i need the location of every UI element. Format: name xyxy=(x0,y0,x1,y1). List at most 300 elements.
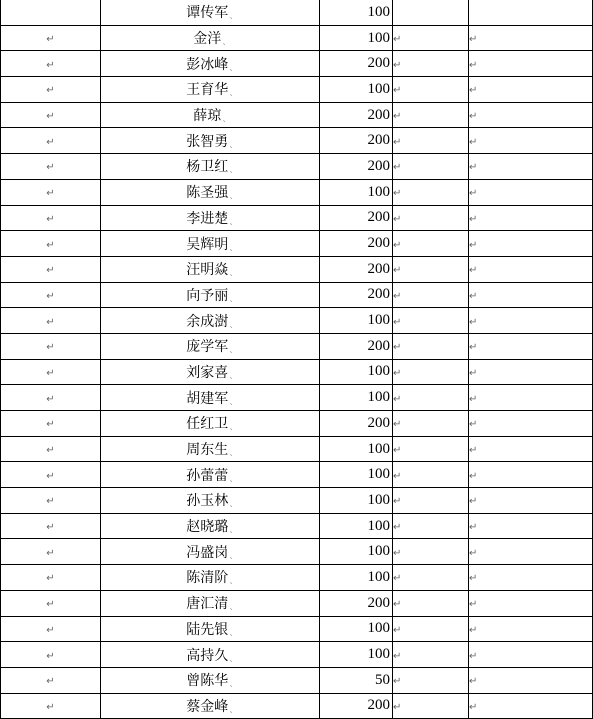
amount-value: 100 xyxy=(367,620,390,637)
amount-cell xyxy=(320,385,393,411)
paragraph-mark-icon: ↵ xyxy=(469,599,478,611)
empty-cell xyxy=(393,102,469,128)
amount-value: 100 xyxy=(367,568,390,585)
table-row xyxy=(1,436,593,462)
amount-cell xyxy=(320,539,393,565)
paragraph-mark-icon: ↵ xyxy=(469,547,478,559)
index-cell xyxy=(1,616,101,642)
amount-cell xyxy=(320,25,393,51)
amount-value: 100 xyxy=(367,389,390,406)
person-name: 赵晓璐 xyxy=(186,519,229,536)
empty-cell xyxy=(469,231,593,257)
name-cell xyxy=(101,256,320,282)
index-cell xyxy=(1,436,101,462)
paragraph-mark-icon: ↵ xyxy=(393,522,402,534)
name-cell xyxy=(101,51,320,77)
table-row xyxy=(1,333,593,359)
paragraph-mark-icon: ↵ xyxy=(469,342,478,354)
paragraph-mark-icon: ↵ xyxy=(393,188,402,200)
cell-end-mark-icon: ˎ xyxy=(229,678,234,689)
paragraph-mark-icon: ↵ xyxy=(393,34,402,46)
paragraph-mark-icon: ↵ xyxy=(393,419,402,431)
cell-end-mark-icon: ˎ xyxy=(222,113,227,124)
empty-cell xyxy=(469,256,593,282)
empty-cell xyxy=(393,565,469,591)
empty-cell xyxy=(393,667,469,693)
empty-cell xyxy=(469,616,593,642)
person-name: 向予丽 xyxy=(186,287,229,304)
person-name: 汪明焱 xyxy=(186,262,229,279)
paragraph-mark-icon: ↵ xyxy=(393,59,402,71)
cell-end-mark-icon: ˎ xyxy=(229,164,234,175)
empty-cell xyxy=(469,565,593,591)
paragraph-mark-icon: ↵ xyxy=(469,496,478,508)
paragraph-mark-icon: ↵ xyxy=(469,162,478,174)
paragraph-mark-icon: ↵ xyxy=(393,111,402,123)
amount-value: 200 xyxy=(367,286,390,303)
cell-end-mark-icon: ˎ xyxy=(229,703,234,714)
name-cell xyxy=(101,667,320,693)
paragraph-mark-icon: ↵ xyxy=(46,316,55,328)
cell-end-mark-icon: ˎ xyxy=(229,498,234,509)
empty-cell xyxy=(393,77,469,103)
paragraph-mark-icon: ↵ xyxy=(46,265,55,277)
index-cell xyxy=(1,565,101,591)
empty-cell xyxy=(393,436,469,462)
amount-cell xyxy=(320,128,393,154)
amount-value: 100 xyxy=(367,183,390,200)
paragraph-mark-icon: ↵ xyxy=(469,265,478,277)
index-cell xyxy=(1,590,101,616)
cell-end-mark-icon: ˎ xyxy=(229,241,234,252)
cell-end-mark-icon: ˎ xyxy=(229,10,234,21)
empty-cell xyxy=(469,488,593,514)
paragraph-mark-icon: ↵ xyxy=(469,85,478,97)
paragraph-mark-icon: ↵ xyxy=(469,136,478,148)
paragraph-mark-icon: ↵ xyxy=(393,701,402,713)
empty-cell xyxy=(469,642,593,668)
index-cell xyxy=(1,282,101,308)
amount-value: 100 xyxy=(367,312,390,329)
table-row xyxy=(1,102,593,128)
paragraph-mark-icon: ↵ xyxy=(46,393,55,405)
empty-cell xyxy=(393,333,469,359)
paragraph-mark-icon: ↵ xyxy=(393,290,402,302)
paragraph-mark-icon: ↵ xyxy=(393,676,402,688)
paragraph-mark-icon: ↵ xyxy=(393,162,402,174)
person-name: 谭传军 xyxy=(186,5,229,22)
empty-cell xyxy=(469,436,593,462)
paragraph-mark-icon: ↵ xyxy=(393,470,402,482)
table-row xyxy=(1,154,593,180)
person-name: 庞学军 xyxy=(186,339,229,356)
paragraph-mark-icon: ↵ xyxy=(46,470,55,482)
amount-value: 100 xyxy=(367,646,390,663)
table-row xyxy=(1,0,593,25)
paragraph-mark-icon: ↵ xyxy=(469,393,478,405)
cell-end-mark-icon: ˎ xyxy=(229,61,234,72)
cell-end-mark-icon: ˎ xyxy=(229,267,234,278)
paragraph-mark-icon: ↵ xyxy=(393,445,402,457)
cell-end-mark-icon: ˎ xyxy=(229,395,234,406)
cell-end-mark-icon: ˎ xyxy=(229,138,234,149)
empty-cell xyxy=(393,488,469,514)
amount-value: 100 xyxy=(367,466,390,483)
person-name: 彭冰峰 xyxy=(186,56,229,73)
name-cell xyxy=(101,205,320,231)
cell-end-mark-icon: ˎ xyxy=(222,36,227,47)
paragraph-mark-icon: ↵ xyxy=(46,290,55,302)
empty-cell xyxy=(469,462,593,488)
paragraph-mark-icon: ↵ xyxy=(46,367,55,379)
name-cell xyxy=(101,488,320,514)
name-cell xyxy=(101,282,320,308)
amount-cell xyxy=(320,359,393,385)
table-row xyxy=(1,590,593,616)
empty-cell xyxy=(469,128,593,154)
name-cell xyxy=(101,385,320,411)
cell-end-mark-icon: ˎ xyxy=(229,549,234,560)
name-cell xyxy=(101,102,320,128)
person-name: 唐汇清 xyxy=(186,596,229,613)
paragraph-mark-icon: ↵ xyxy=(393,367,402,379)
table-row xyxy=(1,77,593,103)
table-row xyxy=(1,513,593,539)
person-name: 张智勇 xyxy=(186,133,229,150)
person-name: 蔡金峰 xyxy=(186,698,229,715)
paragraph-mark-icon: ↵ xyxy=(46,701,55,713)
table-row xyxy=(1,25,593,51)
amount-value: 100 xyxy=(367,29,390,46)
cell-end-mark-icon: ˎ xyxy=(229,318,234,329)
index-cell xyxy=(1,308,101,334)
paragraph-mark-icon: ↵ xyxy=(469,419,478,431)
amount-value: 200 xyxy=(367,414,390,431)
paragraph-mark-icon: ↵ xyxy=(393,265,402,277)
name-cell xyxy=(101,0,320,25)
empty-cell xyxy=(469,539,593,565)
paragraph-mark-icon: ↵ xyxy=(46,59,55,71)
amount-value: 100 xyxy=(367,517,390,534)
name-cell xyxy=(101,590,320,616)
empty-cell xyxy=(393,359,469,385)
paragraph-mark-icon: ↵ xyxy=(46,496,55,508)
table-row xyxy=(1,565,593,591)
cell-end-mark-icon: ˎ xyxy=(229,421,234,432)
table-row xyxy=(1,308,593,334)
amount-value: 200 xyxy=(367,209,390,226)
amount-cell xyxy=(320,308,393,334)
index-cell xyxy=(1,231,101,257)
name-cell xyxy=(101,308,320,334)
cell-end-mark-icon: ˎ xyxy=(229,190,234,201)
table-row xyxy=(1,179,593,205)
empty-cell xyxy=(393,693,469,719)
index-cell xyxy=(1,359,101,385)
amount-value: 200 xyxy=(367,337,390,354)
empty-cell xyxy=(469,205,593,231)
paragraph-mark-icon: ↵ xyxy=(469,290,478,302)
paragraph-mark-icon: ↵ xyxy=(393,393,402,405)
index-cell xyxy=(1,102,101,128)
paragraph-mark-icon: ↵ xyxy=(46,136,55,148)
paragraph-mark-icon: ↵ xyxy=(469,445,478,457)
empty-cell xyxy=(393,0,469,25)
empty-cell xyxy=(469,51,593,77)
name-cell xyxy=(101,565,320,591)
index-cell xyxy=(1,154,101,180)
person-name: 金洋 xyxy=(193,31,222,48)
empty-cell xyxy=(469,359,593,385)
paragraph-mark-icon: ↵ xyxy=(46,445,55,457)
empty-cell xyxy=(469,590,593,616)
person-name: 高持久 xyxy=(186,647,229,664)
table-row xyxy=(1,231,593,257)
name-cell xyxy=(101,513,320,539)
paragraph-mark-icon: ↵ xyxy=(46,239,55,251)
person-name: 孙玉林 xyxy=(186,493,229,510)
paragraph-mark-icon: ↵ xyxy=(469,59,478,71)
paragraph-mark-icon: ↵ xyxy=(46,188,55,200)
empty-cell xyxy=(393,128,469,154)
name-cell xyxy=(101,179,320,205)
name-cell xyxy=(101,539,320,565)
index-cell xyxy=(1,539,101,565)
name-cell xyxy=(101,436,320,462)
empty-cell xyxy=(393,282,469,308)
name-cell xyxy=(101,411,320,437)
name-cell xyxy=(101,333,320,359)
cell-end-mark-icon: ˎ xyxy=(229,447,234,458)
amount-cell xyxy=(320,462,393,488)
name-cell xyxy=(101,231,320,257)
cell-end-mark-icon: ˎ xyxy=(229,601,234,612)
amount-cell xyxy=(320,0,393,25)
empty-cell xyxy=(393,308,469,334)
cell-end-mark-icon: ˎ xyxy=(229,215,234,226)
empty-cell xyxy=(393,411,469,437)
amount-cell xyxy=(320,667,393,693)
amount-value: 100 xyxy=(367,543,390,560)
index-cell xyxy=(1,462,101,488)
name-cell xyxy=(101,359,320,385)
cell-end-mark-icon: ˎ xyxy=(229,472,234,483)
paragraph-mark-icon: ↵ xyxy=(393,316,402,328)
index-cell xyxy=(1,179,101,205)
paragraph-mark-icon: ↵ xyxy=(46,111,55,123)
amount-value: 100 xyxy=(367,491,390,508)
paragraph-mark-icon: ↵ xyxy=(46,650,55,662)
empty-cell xyxy=(393,462,469,488)
paragraph-mark-icon: ↵ xyxy=(393,573,402,585)
person-name: 陈清阶 xyxy=(186,570,229,587)
paragraph-mark-icon: ↵ xyxy=(469,367,478,379)
paragraph-mark-icon: ↵ xyxy=(469,676,478,688)
paragraph-mark-icon: ↵ xyxy=(46,419,55,431)
cell-end-mark-icon: ˎ xyxy=(229,575,234,586)
paragraph-mark-icon: ↵ xyxy=(46,213,55,225)
paragraph-mark-icon: ↵ xyxy=(46,162,55,174)
paragraph-mark-icon: ↵ xyxy=(393,624,402,636)
empty-cell xyxy=(393,205,469,231)
paragraph-mark-icon: ↵ xyxy=(46,547,55,559)
index-cell xyxy=(1,128,101,154)
index-cell xyxy=(1,77,101,103)
amount-cell xyxy=(320,488,393,514)
paragraph-mark-icon: ↵ xyxy=(46,85,55,97)
paragraph-mark-icon: ↵ xyxy=(469,522,478,534)
empty-cell xyxy=(469,333,593,359)
table-row xyxy=(1,667,593,693)
amount-cell xyxy=(320,231,393,257)
empty-cell xyxy=(393,25,469,51)
name-cell xyxy=(101,128,320,154)
index-cell xyxy=(1,667,101,693)
amount-value: 200 xyxy=(367,106,390,123)
paragraph-mark-icon: ↵ xyxy=(469,701,478,713)
paragraph-mark-icon: ↵ xyxy=(469,111,478,123)
person-name: 任红卫 xyxy=(186,416,229,433)
index-cell xyxy=(1,205,101,231)
cell-end-mark-icon: ˎ xyxy=(229,626,234,637)
cell-end-mark-icon: ˎ xyxy=(229,652,234,663)
table-row xyxy=(1,256,593,282)
empty-cell xyxy=(393,51,469,77)
person-name: 胡建军 xyxy=(186,390,229,407)
amount-cell xyxy=(320,77,393,103)
paragraph-mark-icon: ↵ xyxy=(393,496,402,508)
paragraph-mark-icon: ↵ xyxy=(46,342,55,354)
table-row xyxy=(1,282,593,308)
person-name: 薛琼 xyxy=(193,108,222,125)
paragraph-mark-icon: ↵ xyxy=(469,213,478,225)
empty-cell xyxy=(393,385,469,411)
table-row xyxy=(1,642,593,668)
amount-value: 50 xyxy=(375,671,390,688)
person-name: 刘家喜 xyxy=(186,364,229,381)
person-name: 周东生 xyxy=(186,442,229,459)
amount-value: 100 xyxy=(367,363,390,380)
paragraph-mark-icon: ↵ xyxy=(46,522,55,534)
empty-cell xyxy=(469,667,593,693)
index-cell xyxy=(1,693,101,719)
table-row xyxy=(1,205,593,231)
amount-cell xyxy=(320,436,393,462)
amount-cell xyxy=(320,616,393,642)
paragraph-mark-icon: ↵ xyxy=(393,599,402,611)
amount-cell xyxy=(320,333,393,359)
amount-value: 200 xyxy=(367,260,390,277)
person-name: 陈圣强 xyxy=(186,185,229,202)
person-name: 吴辉明 xyxy=(186,236,229,253)
paragraph-mark-icon: ↵ xyxy=(469,650,478,662)
name-cell xyxy=(101,642,320,668)
table-row xyxy=(1,385,593,411)
amount-cell xyxy=(320,205,393,231)
index-cell xyxy=(1,51,101,77)
amount-cell xyxy=(320,154,393,180)
table-row xyxy=(1,616,593,642)
amount-cell xyxy=(320,642,393,668)
amount-cell xyxy=(320,693,393,719)
empty-cell xyxy=(469,179,593,205)
cell-end-mark-icon: ˎ xyxy=(229,87,234,98)
paragraph-mark-icon: ↵ xyxy=(393,85,402,97)
table-row xyxy=(1,488,593,514)
paragraph-mark-icon: ↵ xyxy=(46,624,55,636)
amount-value: 200 xyxy=(367,594,390,611)
index-cell xyxy=(1,513,101,539)
empty-cell xyxy=(393,179,469,205)
amount-cell xyxy=(320,256,393,282)
empty-cell xyxy=(393,590,469,616)
paragraph-mark-icon: ↵ xyxy=(469,470,478,482)
amount-cell xyxy=(320,51,393,77)
paragraph-mark-icon: ↵ xyxy=(393,342,402,354)
empty-cell xyxy=(469,102,593,128)
person-name: 王育华 xyxy=(186,82,229,99)
table-row xyxy=(1,539,593,565)
person-name: 杨卫红 xyxy=(186,159,229,176)
empty-cell xyxy=(393,154,469,180)
paragraph-mark-icon: ↵ xyxy=(469,34,478,46)
amount-value: 200 xyxy=(367,157,390,174)
index-cell xyxy=(1,488,101,514)
name-cell xyxy=(101,77,320,103)
table-row xyxy=(1,411,593,437)
empty-cell xyxy=(469,513,593,539)
amount-value: 200 xyxy=(367,55,390,72)
cell-end-mark-icon: ˎ xyxy=(229,292,234,303)
paragraph-mark-icon: ↵ xyxy=(46,34,55,46)
amount-cell xyxy=(320,513,393,539)
index-cell xyxy=(1,0,101,25)
paragraph-mark-icon: ↵ xyxy=(469,239,478,251)
person-name: 冯盛岗 xyxy=(186,544,229,561)
empty-cell xyxy=(393,231,469,257)
person-name: 曾陈华 xyxy=(186,673,229,690)
table-row xyxy=(1,51,593,77)
empty-cell xyxy=(469,693,593,719)
name-cell xyxy=(101,25,320,51)
cell-end-mark-icon: ˎ xyxy=(229,369,234,380)
paragraph-mark-icon: ↵ xyxy=(469,188,478,200)
name-cell xyxy=(101,462,320,488)
index-cell xyxy=(1,385,101,411)
empty-cell xyxy=(393,513,469,539)
index-cell xyxy=(1,333,101,359)
paragraph-mark-icon: ↵ xyxy=(393,136,402,148)
paragraph-mark-icon: ↵ xyxy=(46,599,55,611)
amount-value: 200 xyxy=(367,235,390,252)
table-row xyxy=(1,693,593,719)
amount-value: 200 xyxy=(367,697,390,714)
empty-cell xyxy=(393,642,469,668)
paragraph-mark-icon: ↵ xyxy=(46,676,55,688)
table-row xyxy=(1,128,593,154)
donation-table-body xyxy=(1,0,593,719)
cell-end-mark-icon: ˎ xyxy=(229,344,234,355)
empty-cell xyxy=(393,256,469,282)
amount-cell xyxy=(320,282,393,308)
table-row xyxy=(1,359,593,385)
paragraph-mark-icon: ↵ xyxy=(46,573,55,585)
paragraph-mark-icon: ↵ xyxy=(393,650,402,662)
amount-cell xyxy=(320,102,393,128)
index-cell xyxy=(1,411,101,437)
amount-value: 100 xyxy=(367,440,390,457)
index-cell xyxy=(1,642,101,668)
